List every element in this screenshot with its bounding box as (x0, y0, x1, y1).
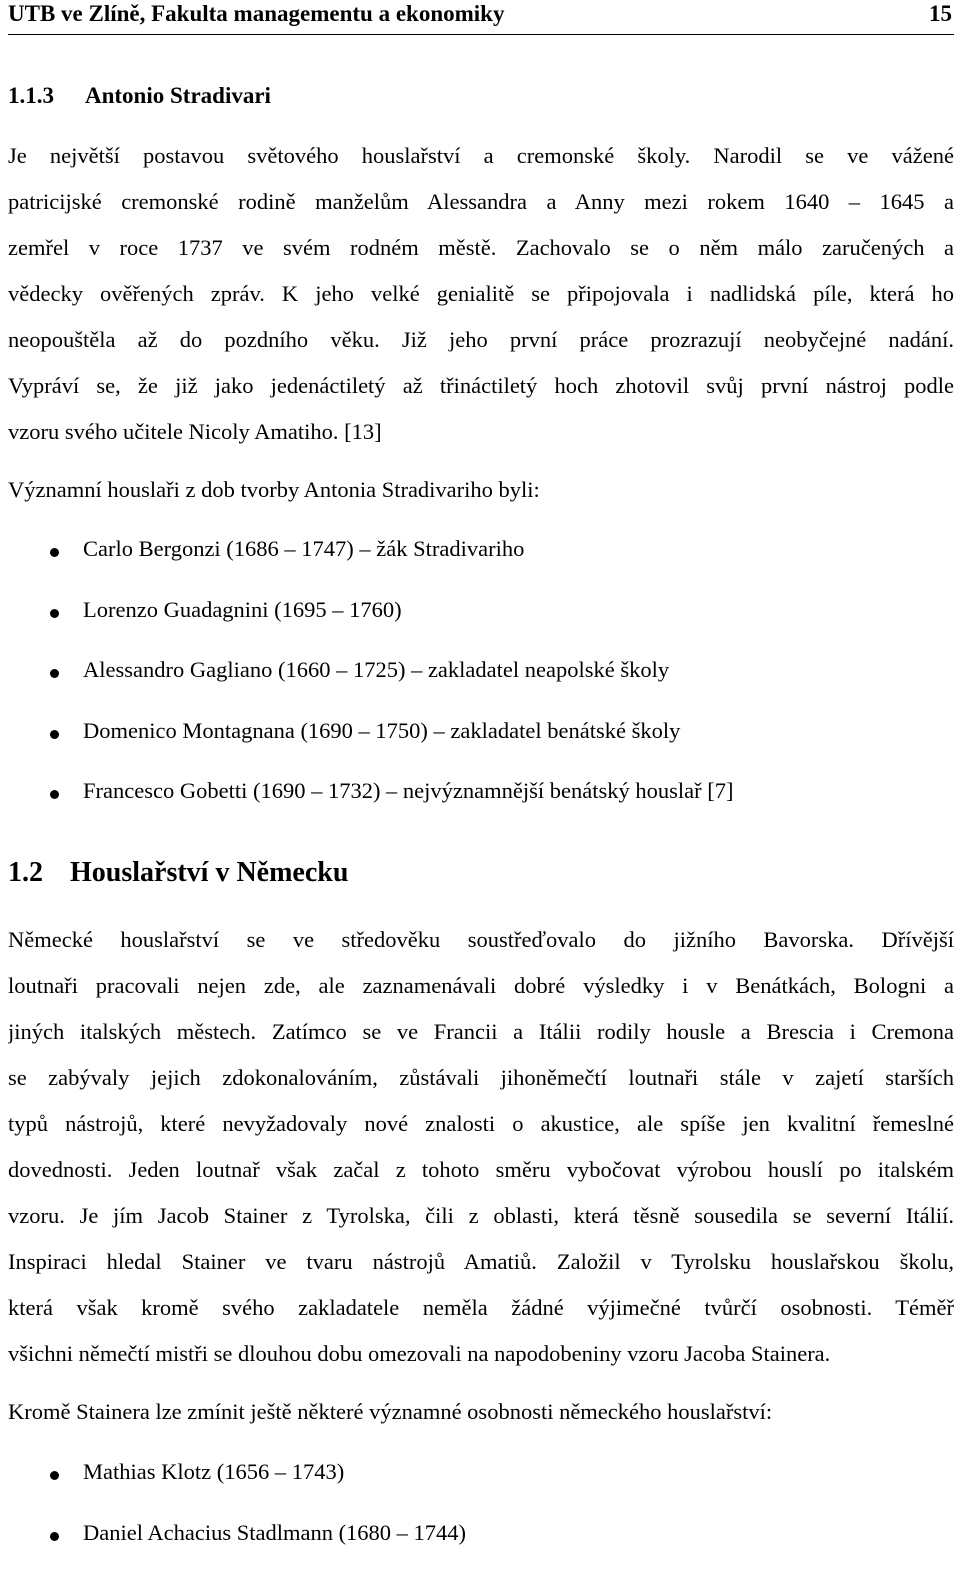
paragraph-line: dovednosti. Jeden loutnař však začal z tohoto směru vybočovat výrobou houslí po italském (8, 1147, 954, 1193)
section-title: Houslařství v Německu (70, 857, 348, 888)
list-item: Francesco Gobetti (1690 – 1732) – nejvýznamnější benátský houslař [7] (0, 778, 960, 839)
list-item: Domenico Montagnana (1690 – 1750) – zakladatel benátské školy (0, 718, 960, 779)
list-item: Alessandro Gagliano (1660 – 1725) – zakladatel neapolské školy (0, 657, 960, 718)
bullet-list-italian-makers (0, 536, 960, 839)
paragraph-line: vzoru. Je jím Jacob Stainer z Tyrolska, čili z oblasti, která těsně sousedila se severní Itálií. (8, 1193, 954, 1239)
section-heading-1-2 (8, 857, 348, 889)
paragraph-line: se zabývaly jejich zdokonalováním, zůstávali jihoněmečtí loutnaři stále v zajetí starších (8, 1055, 954, 1101)
page-header (8, 0, 954, 35)
section-number: 1.2 (8, 857, 70, 889)
header-title: UTB ve Zlíně, Fakulta managementu a ekonomiky (8, 1, 504, 27)
list-item: Daniel Achacius Stadlmann (1680 – 1744) (0, 1520, 960, 1580)
section-title: Antonio Stradivari (85, 83, 271, 108)
paragraph-line: vzoru svého učitele Nicoly Amatiho. [13] (8, 409, 954, 455)
list-item: Carlo Bergonzi (1686 – 1747) – žák Stradivariho (0, 536, 960, 597)
paragraph-line: zemřel v roce 1737 ve svém rodném městě. Zachovalo se o něm málo zaručených a (8, 225, 954, 271)
paragraph-germany (8, 917, 954, 1377)
list-item: Mathias Klotz (1656 – 1743) (0, 1459, 960, 1520)
section-heading-1-1-3 (8, 83, 271, 109)
paragraph-line: Je největší postavou světového houslařství a cremonské školy. Narodil se ve vážené (8, 133, 954, 179)
bullet-icon (50, 548, 59, 557)
paragraph-line: všichni němečtí mistři se dlouhou dobu omezovali na napodobeniny vzoru Jacoba Stainera. (8, 1331, 954, 1377)
section-number: 1.1.3 (8, 83, 85, 109)
paragraph-stradivari (8, 133, 954, 455)
paragraph-line: jiných italských městech. Zatímco se ve Francii a Itálii rodily housle a Brescia i Cremona (8, 1009, 954, 1055)
bullet-icon (50, 1471, 59, 1480)
bullet-icon (50, 730, 59, 739)
paragraph-line: neopouštěla až do pozdního věku. Již jeho první práce prozrazují neobyčejné nadání. (8, 317, 954, 363)
paragraph-line: Inspiraci hledal Stainer ve tvaru nástrojů Amatiů. Založil v Tyrolsku houslařskou školu, (8, 1239, 954, 1285)
bullet-icon (50, 669, 59, 678)
paragraph-line: Vypráví se, že již jako jedenáctiletý až třináctiletý hoch zhotovil svůj první nástroj podle (8, 363, 954, 409)
paragraph-line: která však kromě svého zakladatele neměla žádné výjimečné tvůrčí osobnosti. Téměř (8, 1285, 954, 1331)
paragraph-line: loutnaři pracovali nejen zde, ale zaznamenávali dobré výsledky i v Benátkách, Bologni a (8, 963, 954, 1009)
list-intro: Kromě Stainera lze zmínit ještě některé významné osobnosti německého houslařství: (8, 1399, 772, 1425)
paragraph-line: vědecky ověřených zpráv. K jeho velké genialitě se připojovala i nadlidská píle, která ho (8, 271, 954, 317)
bullet-icon (50, 790, 59, 799)
list-item: Lorenzo Guadagnini (1695 – 1760) (0, 597, 960, 658)
bullet-icon (50, 1532, 59, 1541)
page-number: 15 (929, 1, 952, 27)
paragraph-line: typů nástrojů, které nevyžadovaly nové znalosti o akustice, ale spíše jen kvalitní řemeslné (8, 1101, 954, 1147)
paragraph-line: patricijské cremonské rodině manželům Alessandra a Anny mezi rokem 1640 – 1645 a (8, 179, 954, 225)
bullet-icon (50, 609, 59, 618)
bullet-list-german-makers (0, 1459, 960, 1580)
paragraph-line: Německé houslařství se ve středověku soustřeďovalo do jižního Bavorska. Dřívější (8, 917, 954, 963)
list-intro: Významní houslaři z dob tvorby Antonia Stradivariho byli: (8, 477, 540, 503)
